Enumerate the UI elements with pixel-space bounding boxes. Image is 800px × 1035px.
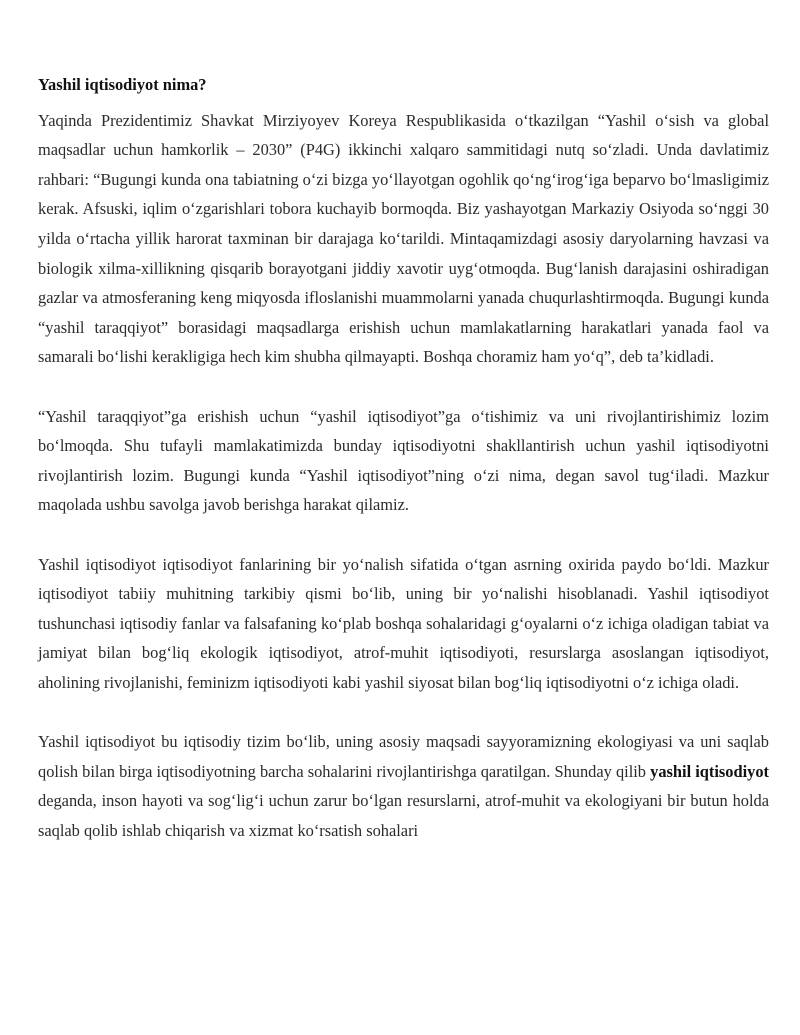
paragraph-3: Yashil iqtisodiyot iqtisodiyot fanlarining bir yo‘nalish sifatida o‘tgan asrning oxirida paydo bo‘ldi. Mazkur iqtisodiyot tabiiy muhitning tarkibiy qismi bo‘lib, uning bir yo‘nalishi hisoblanadi. Yashil iqtisodiyot tushunchasi iqtisodiy fanlar va falsafaning ko‘plab boshqa sohalaridagi g‘oyalarni o‘z ichiga oladigan tabiat va jamiyat bilan bog‘liq ekologik iqtisodiyot, atrof-muhit iqtisodiyoti, resurslarga asoslangan iqtisodiyot, aholining rivojlanishi, feminizm iqtisodiyoti kabi yashil siyosat bilan bog‘liq iqtisodiyotni o‘z ichiga oladi. (38, 554, 769, 692)
emphasized-term: yashil iqtisodiyot (650, 761, 770, 781)
paragraph-4 (38, 727, 769, 845)
document-page (38, 70, 769, 875)
paragraph-4-tail: deganda, inson hayoti va sog‘lig‘i uchun zarur bo‘lgan resurslarni, atrof-muhit va ekologiyani bir butun holda saqlab qolib ishlab chiqarish va xizmat ko‘rsatish sohalari (38, 791, 769, 840)
article-heading: Yashil iqtisodiyot nima? (38, 75, 207, 94)
paragraph-4-lead: Yashil iqtisodiyot bu iqtisodiy tizim bo‘lib, uning asosiy maqsadi sayyoramizning ekologiyasi va uni saqlab qolish bilan birga iqtisodiyotning barcha sohalarini rivojlantirishga qaratilgan. Shunday qilib (38, 732, 769, 781)
paragraph-2: “Yashil taraqqiyot”ga erishish uchun “yashil iqtisodiyot”ga o‘tishimiz va uni rivojlantirishimiz lozim bo‘lmoqda. Shu tufayli mamlakatimizda bunday iqtisodiyotni shakllantirish uchun yashil iqtisodiyotni rivojlantirish lozim. Bugungi kunda “Yashil iqtisodiyot”ning o‘zi nima, degan savol tug‘iladi. Mazkur maqolada ushbu savolga javob berishga harakat qilamiz. (38, 406, 769, 515)
paragraph-1: Yaqinda Prezidentimiz Shavkat Mirziyoyev Koreya Respublikasida o‘tkazilgan “Yashil o‘sish va global maqsadlar uchun hamkorlik – 2030” (P4G) ikkinchi xalqaro sammitidagi nutq so‘zladi. Unda davlatimiz rahbari: “Bugungi kunda ona tabiatning o‘zi bizga yo‘llayotgan ogohlik qo‘ng‘irog‘iga beparvo bo‘lmasligimiz kerak. Afsuski, iqlim o‘zgarishlari tobora kuchayib bormoqda. Biz yashayotgan Markaziy Osiyoda so‘nggi 30 yilda o‘rtacha yillik harorat taxminan bir darajaga ko‘tarildi. Mintaqamizdagi asosiy daryolarning havzasi va biologik xilma-xillikning qisqarib borayotgani jiddiy xavotir uyg‘otmoqda. Bug‘lanish darajasini oshiradigan gazlar va atmosferaning keng miqyosda ifloslanishi muammolarni yanada chuqurlashtirmoqda. Bugungi kunda “yashil taraqqiyot” borasidagi maqsadlarga erishish uchun mamlakatlarning harakatlari yanada faol va samarali bo‘lishi kerakligiga hech kim shubha qilmayapti. Boshqa choramiz ham yo‘q”, deb ta’kidladi. (38, 110, 769, 367)
